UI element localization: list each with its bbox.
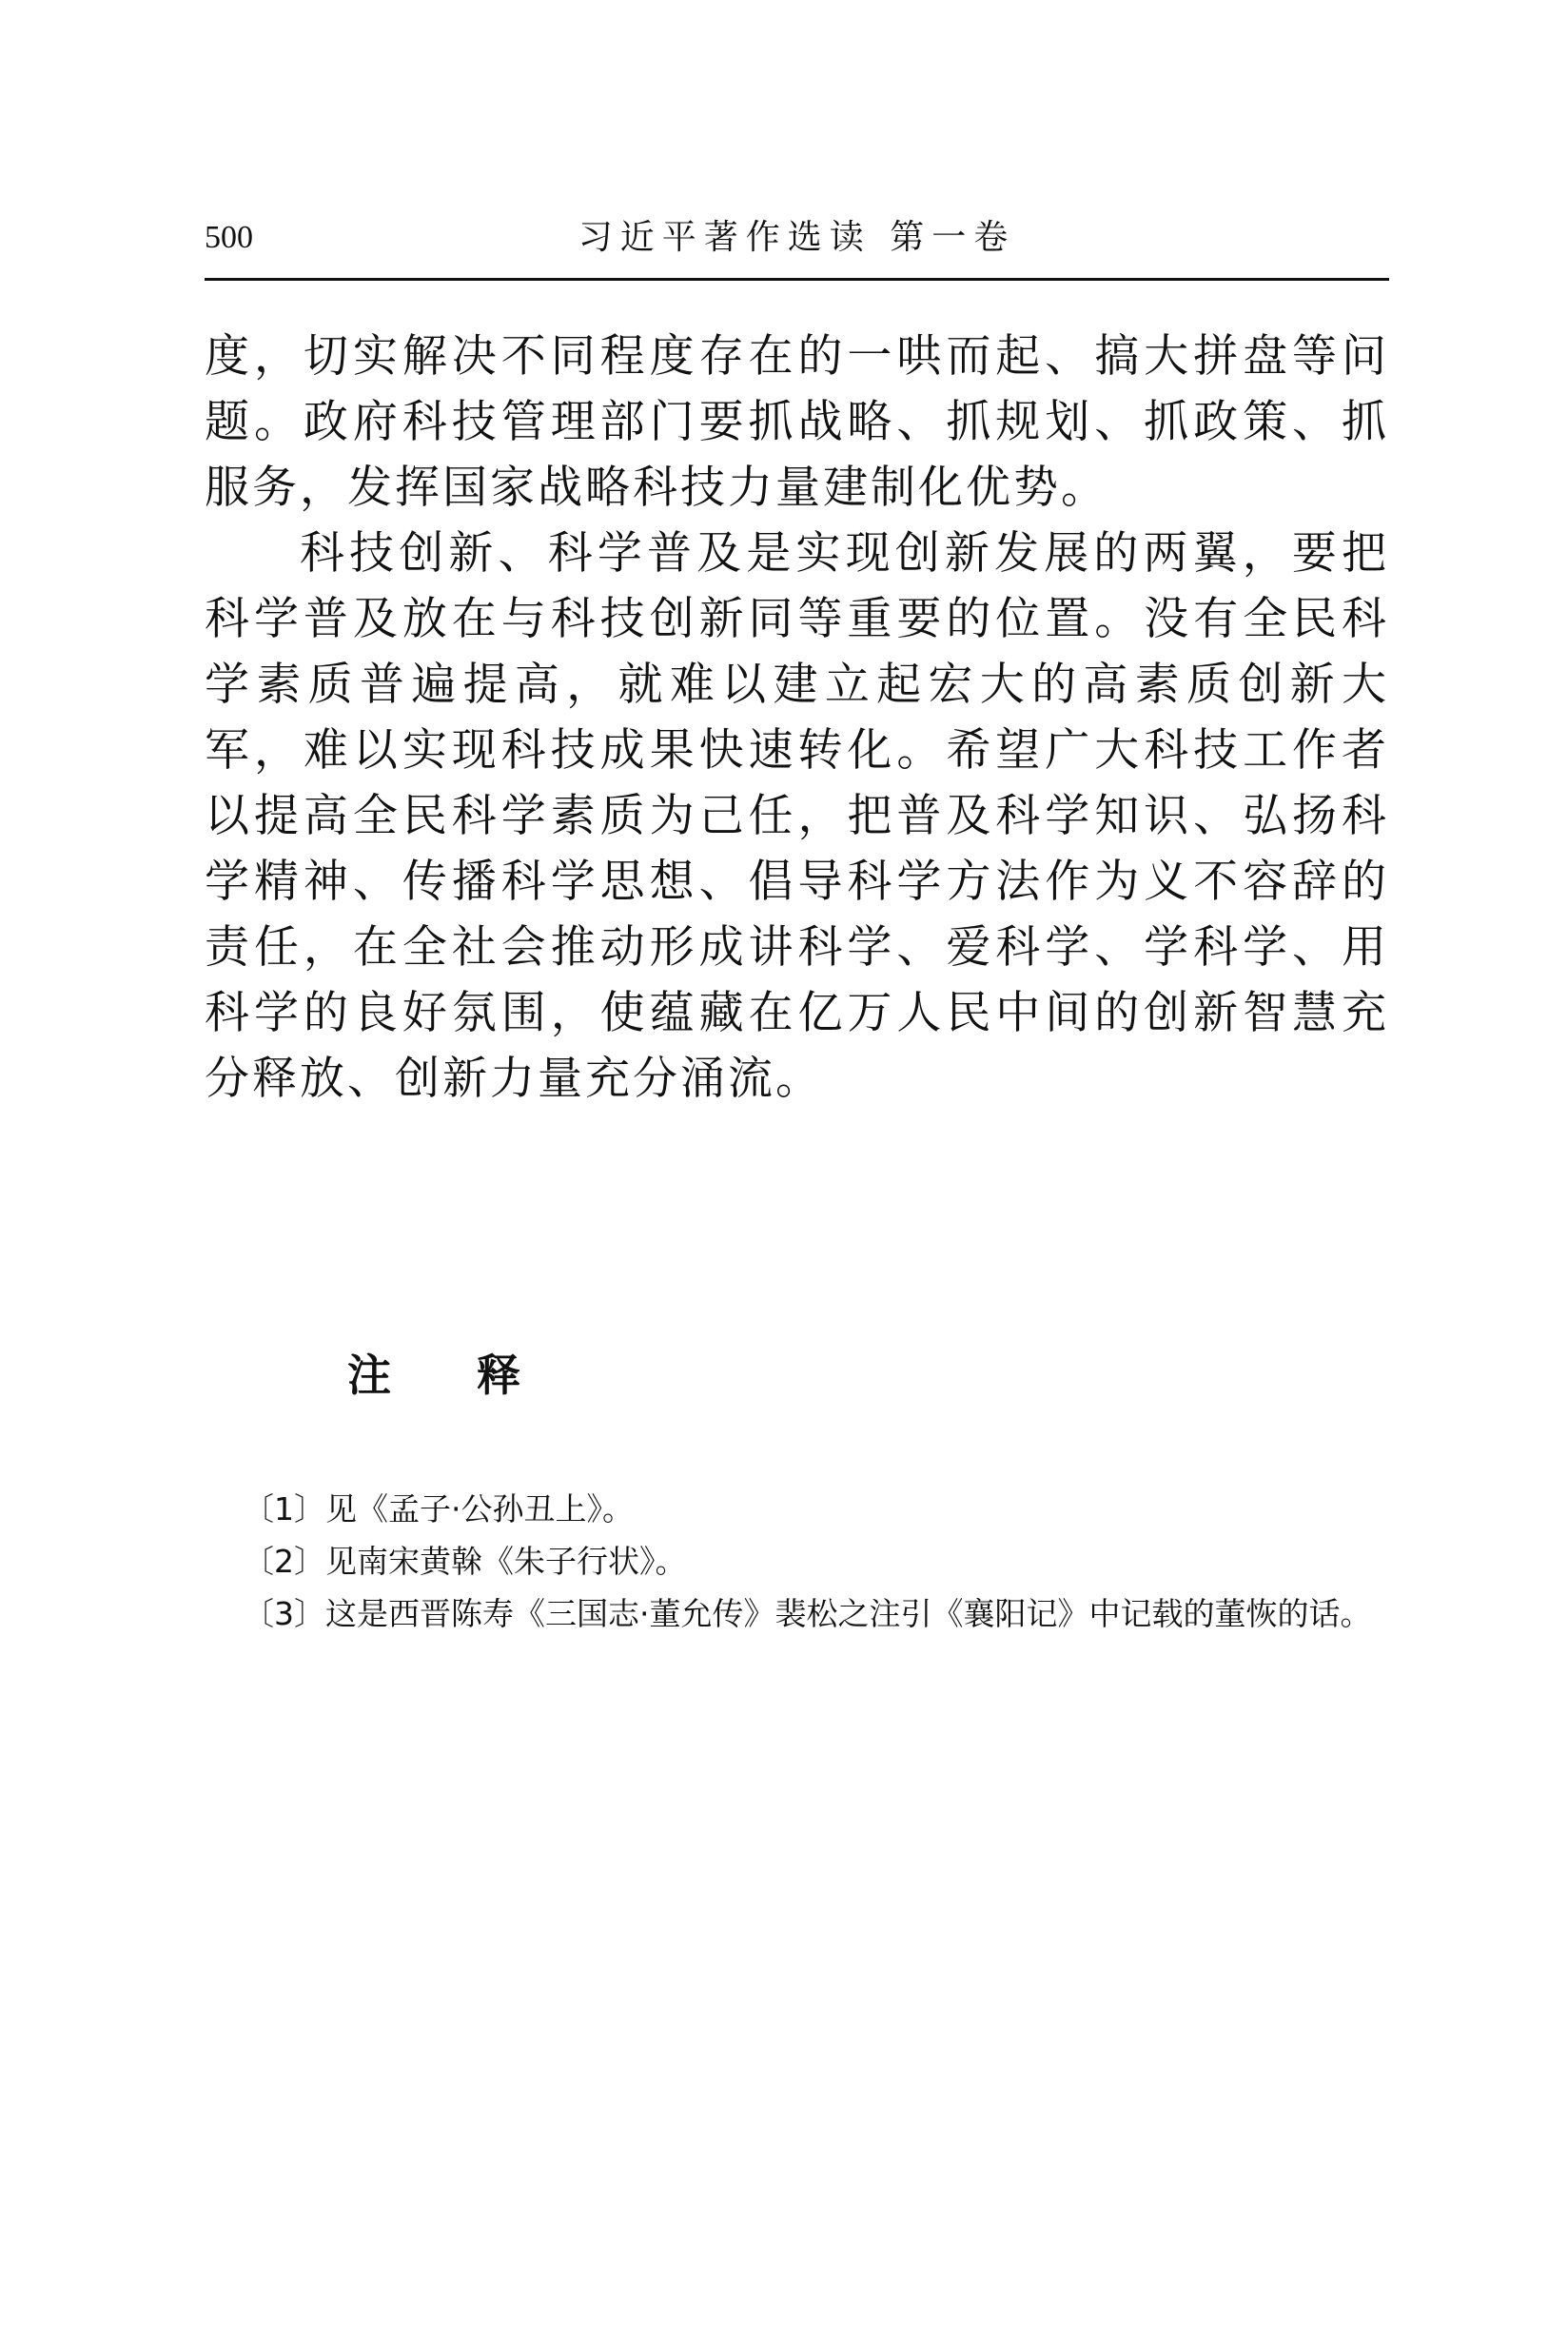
note-item: 〔3〕这是西晋陈寿《三国志·董允传》裴松之注引《襄阳记》中记载的董恢的话。 [243, 1595, 1372, 1632]
paragraph: 科技创新、科学普及是实现创新发展的两翼，要把科学普及放在与科技创新同等重要的位置。没有全民科学素质普遍提高，就难以建立起宏大的高素质创新大军，难以实现科技成果快速转化。希望广大科技工作者以提高全民科学素质为己任，把普及科学知识、弘扬科学精神、传播科学思想、倡导科学方法作为义不容辞的责任，在全社会推动形成讲科学、爱科学、学科学、用科学的良好氛围，使蕴藏在亿万人民中间的创新智慧充分释放、创新力量充分涌流。 [205, 527, 1389, 1105]
page-number: 500 [205, 220, 253, 255]
book-title: 习近平著作选读 第一卷 [578, 218, 1016, 257]
paragraph-continued: 度，切实解决不同程度存在的一哄而起、搞大拼盘等问题。政府科技管理部门要抓战略、抓规划、抓政策、抓服务，发挥国家战略科技力量建制化优势。 [205, 330, 1389, 514]
header-rule [205, 278, 1389, 281]
body-text [205, 324, 1389, 1112]
note-item: 〔2〕见南宋黄榦《朱子行状》。 [243, 1543, 687, 1580]
notes-heading: 注释 [347, 1350, 606, 1401]
notes-list [205, 1483, 1389, 1640]
running-head [205, 211, 1389, 268]
note-item: 〔1〕见《孟子·公孙丑上》。 [243, 1490, 634, 1528]
